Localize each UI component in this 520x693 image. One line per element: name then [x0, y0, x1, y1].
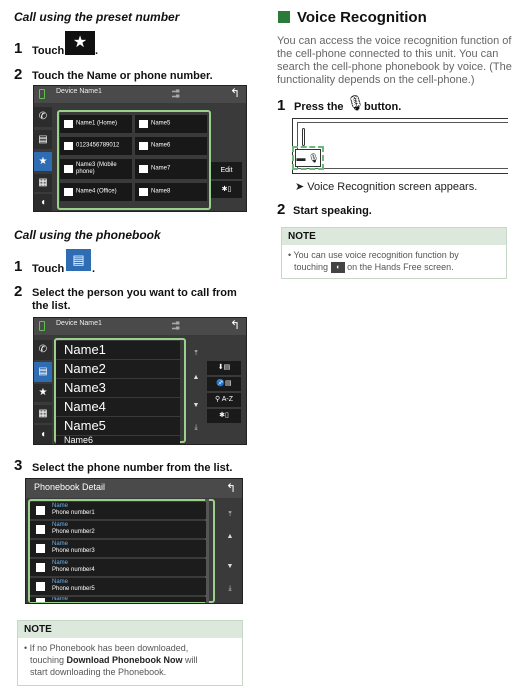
phone-number-row[interactable]: Name	[30, 597, 206, 602]
note-heading: NOTE	[282, 228, 506, 245]
contact-row[interactable]: Name3	[56, 379, 180, 397]
office-icon	[64, 188, 73, 196]
step-number: 3	[14, 457, 23, 474]
mobile-icon	[36, 563, 45, 572]
search-az-button[interactable]: ⚲ A-Z	[207, 393, 241, 407]
preset-cell[interactable]: Name5	[135, 115, 207, 133]
step-number: 2	[14, 283, 23, 300]
office-icon	[36, 544, 45, 553]
result-text: ➤ Voice Recognition screen appears.	[295, 181, 478, 193]
microphone-icon: 🎙︎	[346, 95, 366, 112]
scroll-down-icon[interactable]: ▼	[226, 563, 234, 570]
phone-status-icon	[39, 89, 45, 99]
preset-heading: Call using the preset number	[14, 10, 180, 24]
section-paragraph: You can access the voice recognition function of the cell-phone connected to this unit. You can search the cell-phone phonebook by voice. (The functionality depends on the cell-phone.)	[277, 35, 512, 86]
phone-transfer-button[interactable]: ✱▯	[207, 409, 241, 423]
preset-cell[interactable]: Name8	[135, 183, 207, 201]
contact-row[interactable]: Name5	[56, 417, 180, 435]
step-text: Select the phone number from the list.	[32, 462, 233, 474]
step-text: Touch	[32, 45, 65, 57]
step-number: 2	[14, 66, 23, 83]
note-box	[17, 620, 243, 686]
call-history-icon[interactable]: ✆	[34, 107, 52, 127]
preset-cell[interactable]: Name3 (Mobile phone)	[60, 159, 132, 179]
contact-row[interactable]: Name4	[56, 398, 180, 416]
phone-number-row[interactable]: Name Phone number2	[30, 521, 206, 538]
device-name: Device Name1	[56, 88, 102, 95]
step-text: Select the person you want to call from	[32, 287, 237, 299]
detail-title: Phonebook Detail	[34, 482, 106, 492]
office-icon	[139, 120, 148, 128]
download-phonebook-button[interactable]: ⬇▤	[207, 361, 241, 375]
step-text: Touch the Name or phone number.	[32, 70, 213, 82]
contact-row[interactable]: Name6	[56, 436, 180, 444]
mobile-icon	[36, 525, 45, 534]
back-arrow-icon[interactable]: ↰	[229, 86, 240, 100]
signal-icon: ▂▄ ▂▄	[172, 87, 180, 98]
volume-knob	[302, 128, 305, 146]
person-icon	[36, 582, 45, 591]
preset-cell[interactable]: Name6	[135, 137, 207, 155]
preset-cell[interactable]: Name1 (Home)	[60, 115, 132, 133]
scroll-bottom-icon[interactable]: ⤓	[194, 424, 198, 431]
back-arrow-icon[interactable]: ↰	[225, 481, 236, 495]
back-arrow-icon[interactable]: ↰	[229, 318, 240, 332]
preset-cell[interactable]: 0123456789012	[60, 137, 132, 155]
mobile-icon	[139, 188, 148, 196]
scroll-bottom-icon[interactable]: ⤓	[228, 585, 232, 592]
preset-screen	[33, 85, 247, 212]
step-text: Press the	[294, 101, 344, 113]
edit-button[interactable]: Edit	[211, 162, 242, 179]
voice-icon[interactable]: ◖	[34, 194, 52, 212]
scroll-up-icon[interactable]: ▲	[192, 374, 200, 381]
step-text: button.	[364, 101, 402, 113]
person-icon	[139, 142, 148, 150]
preset-cell[interactable]: Name7	[135, 159, 207, 179]
section-title: Voice Recognition	[297, 9, 427, 26]
person-icon	[64, 142, 73, 150]
phone-transfer-button[interactable]: ✱▯	[211, 181, 242, 198]
device-name: Device Name1	[56, 320, 102, 327]
star-icon: ★	[65, 31, 95, 55]
voice-button-highlight	[292, 146, 324, 170]
dialpad-icon[interactable]: ▦	[34, 405, 52, 423]
phonebook-icon[interactable]: ▤	[34, 362, 52, 382]
note-heading: NOTE	[18, 621, 242, 638]
voice-icon: ◖	[331, 262, 345, 273]
signal-icon: ▂▄ ▂▄	[172, 319, 180, 330]
note-text: • If no Phonebook has been downloaded, touching Download Phonebook Now will start downloading the Phonebook.	[24, 643, 198, 677]
phonebook-icon: ▤	[66, 249, 91, 271]
voice-button[interactable]: ▬ 🎙︎	[295, 149, 321, 167]
step-number: 1	[14, 258, 23, 275]
phone-number-row[interactable]: Name Phone number4	[30, 559, 206, 576]
phone-number-row[interactable]: Name Phone number1	[30, 502, 206, 519]
mobile-icon	[64, 165, 73, 173]
step-text: the list.	[32, 300, 71, 312]
step-text: Touch	[32, 263, 65, 275]
unit-illustration	[292, 118, 508, 174]
note-box	[281, 227, 507, 279]
scroll-top-icon[interactable]: ⤒	[194, 350, 198, 357]
person-icon	[36, 598, 45, 602]
dialpad-icon[interactable]: ▦	[34, 174, 52, 192]
scroll-up-icon[interactable]: ▲	[226, 533, 234, 540]
note-text: • You can use voice recognition function by touching ◖ on the Hands Free screen.	[288, 250, 459, 272]
home-icon	[36, 506, 45, 515]
contact-row[interactable]: Name1	[56, 341, 180, 359]
step-number: 2	[277, 201, 286, 218]
voice-icon[interactable]: ◖	[34, 425, 52, 445]
phone-status-icon	[39, 321, 45, 331]
preset-star-icon[interactable]: ★	[34, 384, 52, 402]
home-icon	[64, 120, 73, 128]
call-history-icon[interactable]: ✆	[34, 340, 52, 360]
scroll-top-icon[interactable]: ⤒	[228, 511, 232, 518]
step-text: Start speaking.	[293, 205, 372, 217]
preset-star-icon[interactable]: ★	[34, 152, 52, 171]
preset-cell[interactable]: Name4 (Office)	[60, 183, 132, 201]
phone-number-row[interactable]: Name Phone number5	[30, 578, 206, 595]
step-number: 1	[277, 97, 286, 114]
screen-topbar	[34, 86, 246, 103]
step-number: 1	[14, 40, 23, 57]
phonebook-heading: Call using the phonebook	[14, 228, 161, 242]
section-marker-icon	[278, 11, 290, 23]
mobile-icon	[139, 165, 148, 173]
contact-row[interactable]: Name2	[56, 360, 180, 378]
scroll-down-icon[interactable]: ▼	[192, 402, 200, 409]
phonebook-icon[interactable]: ▤	[34, 130, 52, 149]
phone-number-row[interactable]: Name Phone number3	[30, 540, 206, 557]
favorite-phonebook-button[interactable]: ♐▤	[207, 377, 241, 391]
